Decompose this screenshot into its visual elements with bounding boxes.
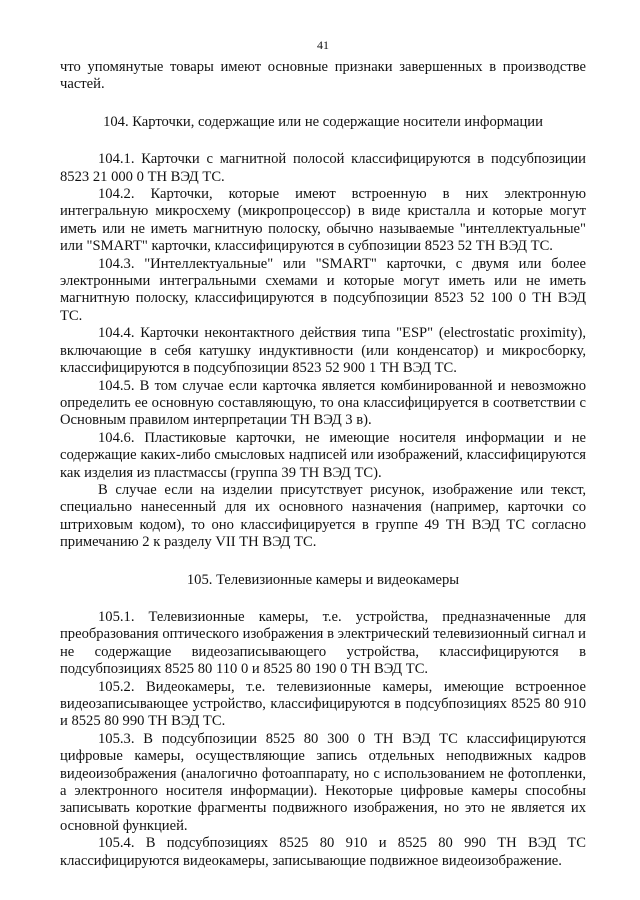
section-104-heading: 104. Карточки, содержащие или не содержащие носители информации [103, 113, 543, 130]
paragraph-105-1: 105.1. Телевизионные камеры, т.е. устройства, предназначенные для преобразования оптического изображения в электрический телевизионный сигнал и не содержащие видеозаписывающего устройства, классифицируются в подсубпозициях 8525 80 110 0 и 8525 80 190 0 ТН ВЭД ТС. [60, 608, 586, 678]
intro-paragraph: что упомянутые товары имеют основные признаки завершенных в производстве частей. [60, 59, 586, 93]
paragraph-104-4: 104.4. Карточки неконтактного действия типа "ESP" (electrostatic proximity), включающие в себя катушку индуктивности (или конденсатор) и микросборку, классифицируются в подсубпозиции 8523 52 900 1 ТН ВЭД ТС. [60, 325, 586, 377]
paragraph-105-3: 105.3. В подсубпозиции 8525 80 300 0 ТН ВЭД ТС классифицируются цифровые камеры, осуществляющие запись отдельных неподвижных кадров видеоизображения (аналогично фотоаппарату, но с использованием не фотопленки, а электронного носителя информации). Некоторые цифровые камеры способны записывать короткие фрагменты подвижного изображения, но это не является их основной функцией. [60, 730, 586, 834]
section-105-heading: 105. Телевизионные камеры и видеокамеры [186, 571, 460, 588]
paragraph-104-3: 104.3. "Интеллектуальные" или "SMART" карточки, с двумя или более электронными интегральными схемами и которые могут иметь или не иметь магнитную полоску, классифицируются в подсубпозиции 8523 52 100 0 ТН ВЭД ТС. [60, 255, 586, 324]
paragraph-105-2: 105.2. Видеокамеры, т.е. телевизионные камеры, имеющие встроенное видеозаписывающее устройство, классифицируются в подсубпозициях 8525 80 910 и 8525 80 990 ТН ВЭД ТС. [60, 678, 586, 730]
paragraph-104-6: 104.6. Пластиковые карточки, не имеющие носителя информации и не содержащие каких-либо смысловых надписей или изображений, классифицируются как изделия из пластмассы (группа 39 ТН ВЭД ТС). [60, 429, 586, 481]
paragraph-104-2: 104.2. Карточки, которые имеют встроенную в них электронную интегральную микросхему (микропроцессор) в виде кристалла и которые могут иметь или не иметь магнитную полоску, обычно называемые "интеллектуальные" или "SMART" карточки, классифицируются в субпозиции 8523 52 ТН ВЭД ТС. [60, 186, 586, 255]
paragraph-104-5: 104.5. В том случае если карточка является комбинированной и невозможно определить ее основную составляющую, то она классифицируется в соответствии с Основным правилом интерпретации ТН ВЭД 3 в). [60, 377, 586, 429]
page-number: 41 [317, 38, 329, 52]
paragraph-104-1: 104.1. Карточки с магнитной полосой классифицируются в подсубпозиции 8523 21 000 0 ТН ВЭД ТС. [60, 151, 586, 185]
paragraph-105-4: 105.4. В подсубпозициях 8525 80 910 и 8525 80 990 ТН ВЭД ТС классифицируются видеокамеры, записывающие подвижное видеоизображение. [60, 835, 586, 869]
paragraph-104-6-note: В случае если на изделии присутствует рисунок, изображение или текст, специально нанесенный для их основного назначения (например, карточки со штриховым кодом), то оно классифицируется в группе 49 ТН ВЭД ТС согласно примечанию 2 к разделу VII ТН ВЭД ТС. [60, 481, 586, 551]
